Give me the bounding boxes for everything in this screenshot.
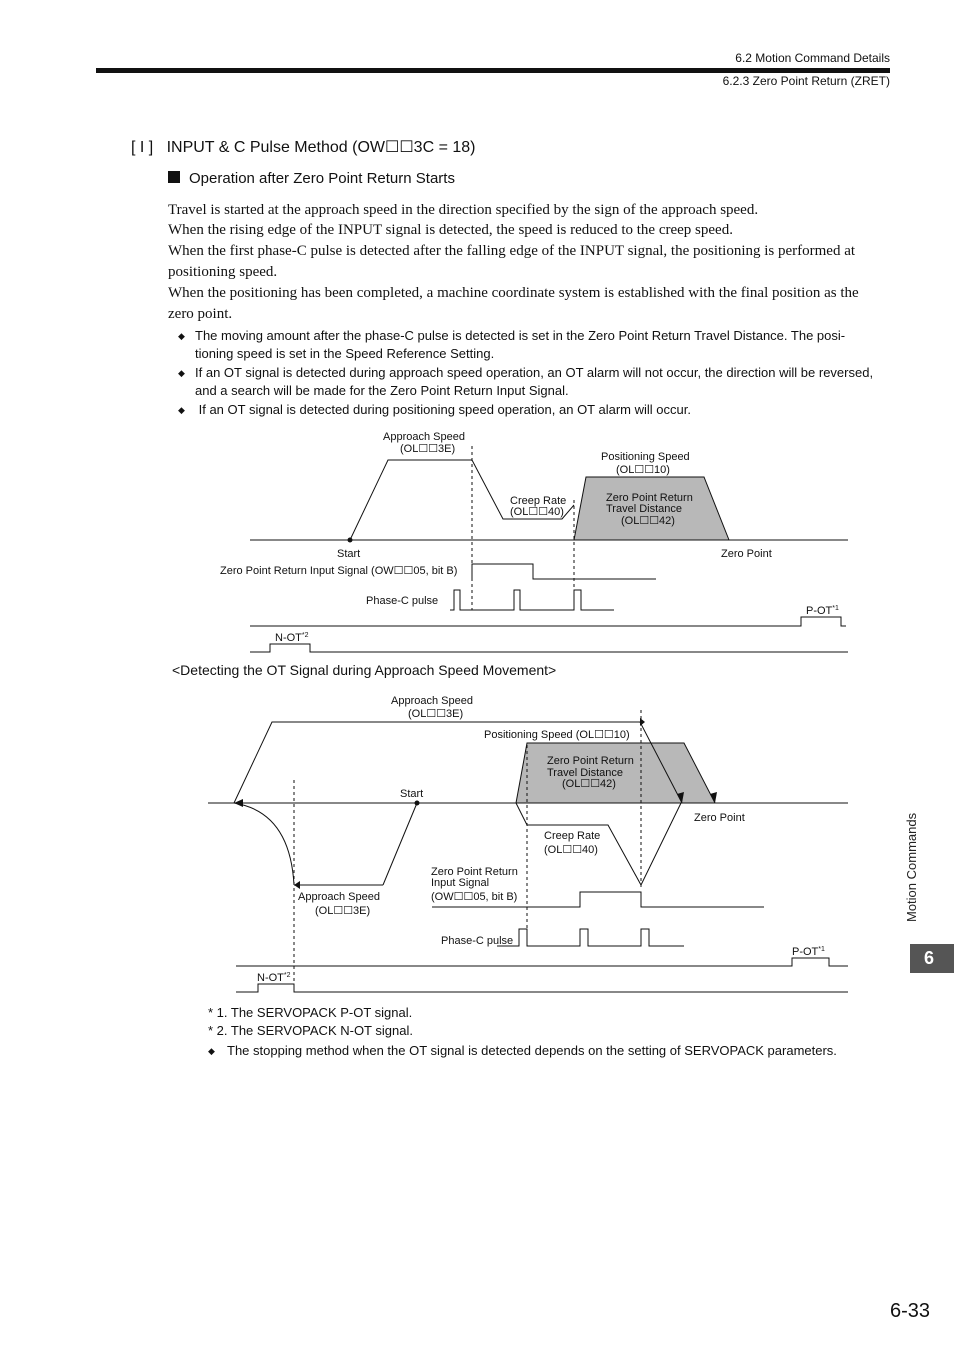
- chapter-number: 6: [924, 948, 935, 968]
- paragraph: Travel is started at the approach speed in the direction specified by the sign of the approach speed.: [168, 202, 759, 218]
- footnote: * 1. The SERVOPACK P-OT signal.: [208, 1005, 413, 1020]
- reverse-curve: [234, 803, 294, 885]
- n-ot-waveform: [250, 644, 848, 652]
- arrow-head: [294, 881, 300, 889]
- bullet-text: If an OT signal is detected during positioning speed operation, an OT alarm will occur.: [195, 402, 691, 417]
- label-zero-point: Zero Point: [721, 548, 772, 560]
- label-zp-travel: Zero Point Return: [606, 492, 693, 504]
- input-signal-waveform: [472, 564, 656, 579]
- n-ot-sup: *2: [301, 632, 309, 639]
- n-ot-text: N-OT: [257, 972, 284, 984]
- label-positioning-speed: Positioning Speed: [601, 451, 690, 463]
- label-zp-travel-2-reg: (OL☐☐42): [562, 778, 616, 790]
- label-start-2: Start: [400, 788, 424, 800]
- label-zero-point-2: Zero Point: [694, 812, 745, 824]
- label-positioning-speed-reg: (OL☐☐10): [616, 464, 670, 476]
- label-n-ot: [275, 632, 309, 644]
- page-number: 6-33: [889, 1300, 930, 1322]
- creep-profile: [516, 803, 681, 885]
- p-ot-waveform: [250, 617, 846, 626]
- p-ot-sup: *1: [818, 946, 825, 953]
- label-approach-speed-2-reg: (OL☐☐3E): [408, 708, 464, 720]
- start-point: [348, 538, 353, 543]
- label-approach-speed-2: Approach Speed: [391, 695, 473, 707]
- label-input-signal-2: Input Signal: [431, 877, 490, 889]
- label-phase-c-2: Phase-C pulse: [441, 935, 514, 947]
- bullet-item: [208, 1042, 888, 1060]
- side-tab-label: Motion Commands: [904, 812, 919, 922]
- label-zp-travel: Travel Distance: [606, 503, 683, 515]
- p-ot-sup: *1: [832, 605, 839, 612]
- label-approach-speed-lower: Approach Speed: [298, 891, 380, 903]
- label-zp-travel-reg: (OL☐☐42): [621, 515, 675, 527]
- n-ot-sup: *2: [283, 972, 291, 979]
- label-p-ot: [806, 605, 839, 617]
- label-input-signal-2: (OW☐☐05, bit B): [431, 891, 518, 903]
- label-p-ot-2: [792, 946, 825, 958]
- bullet-text: The moving amount after the phase-C pulse is detected is set in the Zero Point Return Travel Distance. The posi-tioning speed is set in the Speed Reference Setting.: [195, 328, 846, 361]
- phase-c-waveform-2: [497, 929, 684, 946]
- diamond-bullet-icon: ◆: [178, 405, 185, 415]
- label-n-ot-2: [257, 972, 291, 984]
- label-input-signal: Zero Point Return Input Signal (OW☐☐05, bit B): [220, 565, 458, 577]
- subsection-title-text: Operation after Zero Point Return Starts: [189, 170, 455, 187]
- label-input-signal-2: Zero Point Return: [431, 866, 518, 878]
- diamond-bullet-icon: ◆: [178, 331, 185, 341]
- chapter-tab: [910, 944, 954, 973]
- diamond-bullet-icon: ◆: [178, 368, 185, 378]
- label-creep-rate: Creep Rate: [510, 495, 567, 507]
- diagram2-caption: <Detecting the OT Signal during Approach Speed Movement>: [172, 662, 557, 678]
- label-zp-travel-2: Zero Point Return: [547, 755, 634, 767]
- label-creep-rate-2: Creep Rate: [544, 830, 601, 842]
- footnote: * 2. The SERVOPACK N-OT signal.: [208, 1023, 413, 1038]
- label-zp-travel-2: Travel Distance: [547, 767, 624, 779]
- label-approach-speed-reg: (OL☐☐3E): [400, 443, 456, 455]
- label-start: Start: [337, 548, 361, 560]
- label-creep-rate-reg: (OL☐☐40): [510, 506, 564, 518]
- paragraph: When the positioning has been completed, a machine coordinate system is established with the final position as the zero point.: [168, 285, 859, 322]
- phase-c-waveform: [450, 590, 614, 610]
- p-ot-text: P-OT: [806, 605, 833, 617]
- label-positioning-speed-2: Positioning Speed (OL☐☐10): [484, 729, 630, 741]
- label-approach-speed: Approach Speed: [383, 431, 465, 443]
- header-subsection: 6.2.3 Zero Point Return (ZRET): [722, 74, 890, 88]
- n-ot-waveform-2: [236, 984, 848, 992]
- diamond-bullet-icon: ◆: [208, 1046, 215, 1056]
- bullet-text: The stopping method when the OT signal is detected depends on the setting of SERVOPACK parameters.: [227, 1043, 837, 1058]
- start-point-2: [415, 801, 420, 806]
- n-ot-text: N-OT: [275, 632, 302, 644]
- paragraph: When the rising edge of the INPUT signal is detected, the speed is reduced to the creep speed.: [168, 222, 733, 238]
- section-title: [ I ] INPUT & C Pulse Method (OW☐☐3C = 18): [131, 139, 476, 156]
- label-approach-speed-lower-reg: (OL☐☐3E): [315, 905, 371, 917]
- label-creep-rate-2-reg: (OL☐☐40): [544, 844, 598, 856]
- header-section: 6.2 Motion Command Details: [735, 51, 890, 65]
- paragraph: When the first phase-C pulse is detected after the falling edge of the INPUT signal, the positioning is performed at positioning speed.: [168, 243, 856, 280]
- p-ot-waveform-2: [236, 958, 848, 966]
- bullet-text: If an OT signal is detected during approach speed operation, an OT alarm will not occur, the direction will be reversed, and a search will be made for the Zero Point Return Input Signal.: [195, 365, 874, 398]
- label-phase-c: Phase-C pulse: [366, 595, 439, 607]
- p-ot-text: P-OT: [792, 946, 819, 958]
